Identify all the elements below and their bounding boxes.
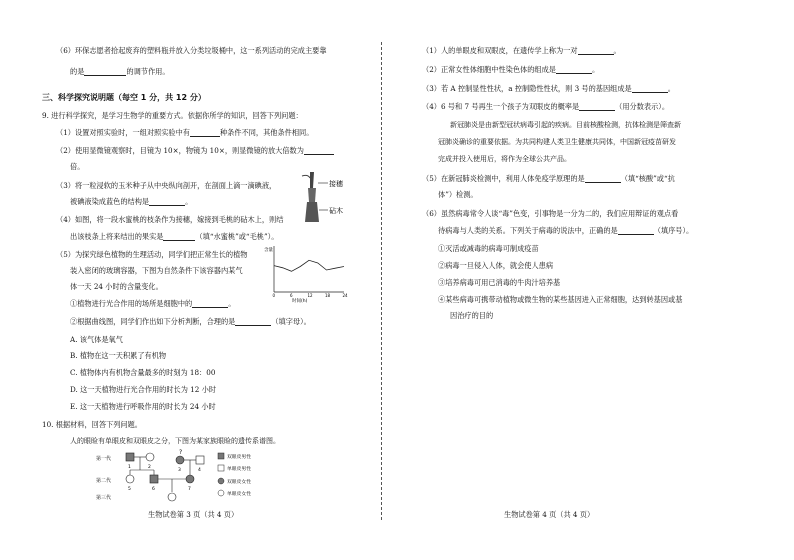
r3-blank[interactable] [632,84,668,93]
x-tick-label: 0 [272,293,276,298]
r5-b: 体”）检测。 [438,190,478,199]
q9-p5: （5）为探究绿色植物的生理活动，同学们把正常生长的植物 [56,250,248,259]
graft-illustration [296,168,356,224]
q9-p3-blank[interactable] [149,197,185,206]
option-c: C. 植物体内有机物含量最多的时刻为 18：00 [70,368,216,377]
q9-p4-blank[interactable] [163,232,195,241]
q6-blank[interactable] [84,67,126,76]
r4-blank[interactable] [579,102,615,111]
individual-2-number: 2 [148,465,151,470]
q9-p4: （4）如图，将一段水蜜桃的枝条作为接穗，嫁接到毛桃的砧木上，则结 [56,215,284,224]
r2: （2）正常女性体细胞中性染色体的组成是 。 [422,65,600,74]
q9-p4-b: 出该枝条上将来结出的果实是 （填“水蜜桃”或“毛桃”）。 [70,232,279,241]
page-divider [381,42,382,520]
generation-3-label: 第三代 [96,495,112,501]
q9-p3-b: 被碘液染成蓝色的结构是 。 [70,197,193,206]
individual-4-number: 4 [198,468,201,473]
r6: （6）虽然病毒常令人谈“毒”色变，引事物是一分为二的，我们应用辩证的观点看 [422,209,679,218]
unknown-mark: ? [179,449,183,456]
x-tick-label: 18 [325,293,331,298]
generation-2-label: 第二代 [96,478,112,484]
q10-intro: 人的眼睑有单眼皮和双眼皮之分，下图为某家族眼睑的遗传系谱图。 [70,437,280,445]
individual-1-number: 1 [128,465,131,470]
individual-2-female-single [146,453,154,461]
statement-2: ②病毒一旦侵入人体，就会使人患病 [438,261,554,270]
r1-blank[interactable] [578,46,614,55]
passage-line2: 冠肺炎确诊的重要依据。为共同构建人类卫生健康共同体，中国新冠疫苗研发 [438,138,676,146]
legend-male-single: 单眼皮男性 [227,467,251,472]
r4: （4）6 号和 7 号再生一个孩子为双眼皮的概率是 （用分数表示）。 [422,102,670,111]
r1: （1）人的单眼皮和双眼皮，在遗传学上称为一对 。 [422,46,621,55]
individual-4-male-single [196,456,204,464]
statement-1: ①灭活或减毒的病毒可制成疫苗 [438,244,539,253]
scion-branch [310,172,314,188]
x-tick-label: 6 [290,293,293,298]
individual-1-male-double [126,453,134,461]
generation-1-label: 第一代 [96,456,112,462]
x-axis-label: 时间(h) [292,299,308,304]
individual-8-female-single [168,493,176,501]
passage-line1: 新冠肺炎是由新型冠状病毒引起的疾病。目前核酸检测，抗体检测是筛查新 [450,121,681,129]
gas-series-line [274,260,344,271]
r6-b: 待病毒与人类的关系。下列关于病毒的说法中，正确的是 （填序号）。 [438,226,694,235]
x-tick-label: 24 [342,293,348,298]
q9-stem: 9. 进行科学探究，是学习生物学的重要方式。依据你所学的知识，回答下列问题： [42,111,303,120]
q6-line2: 的是 的调节作用。 [70,67,170,76]
individual-5-number: 5 [128,487,131,492]
legend-male-double-symbol [218,453,224,459]
rootstock [305,202,319,222]
option-d: D. 这一天植物进行光合作用的时长为 12 小时 [70,385,216,394]
gas-content-chart [262,242,348,304]
legend-female-double: 双眼皮女性 [227,480,251,485]
q9-p2: （2）使用显微镜观察时，目镜为 10×，物镜为 10×，则显微镜的放大倍数为 [56,146,334,155]
x-tick-label: 12 [307,293,313,298]
statement-3: ③培养病毒可用已消毒的牛肉汁培养基 [438,278,561,287]
legend-female-single-symbol [218,490,224,496]
q9-p5-i-blank[interactable] [192,299,228,308]
legend-male-single-symbol [218,465,224,471]
x-tick-group [273,293,349,298]
statement-4: ④某些病毒可携带动植物或微生物的某些基因进入正常细胞，达到转基因或基 [438,295,683,304]
q9-p5-c: 体一天 24 小时的含量变化。 [70,282,163,291]
q6-line1: （6）环保志愿者拾起废弃的塑料瓶并放入分类垃圾桶中，这一系列活动的完成主要靠 [56,46,327,55]
individual-5-female-single [126,475,134,483]
right-footer: 生物试卷第 4 页（共 4 页） [504,510,595,519]
individual-3-number: 3 [178,468,181,473]
pedigree-chart [96,448,266,508]
left-footer: 生物试卷第 3 页（共 4 页） [148,510,239,519]
q9-p3: （3）将一粒浸软的玉米种子从中央纵向剖开，在剖面上滴一滴碘液， [56,181,277,190]
left-page [0,0,378,560]
r2-blank[interactable] [556,65,592,74]
individual-6-number: 6 [152,487,155,492]
statement-4-b: 因治疗的目的 [450,311,494,320]
q9-p2-blank[interactable] [304,146,334,155]
individual-3-female-double [176,456,184,464]
option-b: B. 植物在这一天积累了有机物 [70,351,167,360]
passage-line3: 完成并投入使用后，将作为全球公共产品。 [438,155,571,163]
q9-p5-ii: ②根据曲线图，同学们作出如下分析判断，合理的是 （填字母）。 [70,317,311,326]
right-page [398,0,794,560]
individual-7-number: 7 [188,487,191,492]
legend-male-double: 双眼皮男性 [227,455,251,460]
r5: （5）在新冠肺炎检测中，利用人体免疫学原理的是 （填“核酸”或“抗 [422,174,675,183]
individual-6-male-double [150,475,158,483]
legend-female-single: 单眼皮女性 [227,492,251,497]
r3: （3）若 A 控制显性性状，a 控制隐性性状，则 3 号的基因组成是 。 [422,84,675,93]
y-axis-label: 含量 [264,248,273,253]
q9-p1: （1）设置对照实验时，一组对照实验中有 种条件不同，其他条件相同。 [56,128,314,137]
q9-p5-ii-blank[interactable] [235,317,271,326]
option-e: E. 这一天植物进行呼吸作用的时长为 24 小时 [70,402,216,411]
individual-7-female-double [186,475,194,483]
q9-p2-unit: 倍。 [70,162,85,171]
legend-female-double-symbol [218,478,224,484]
section-3-title: 三、科学探究说明题（每空 1 分，共 12 分） [42,93,206,102]
q9-p5-b: 装入密闭的玻璃容器，下图为自然条件下该容器内某气 [70,266,243,275]
r5-blank[interactable] [585,174,621,183]
rootstock-label: 砧木 [329,207,343,215]
graft-union [308,188,316,202]
q9-p1-blank[interactable] [190,128,220,137]
q10-stem: 10. 根据材料，回答下列问题。 [42,420,142,429]
r6-blank[interactable] [618,226,654,235]
scion-label: 接穗 [329,180,343,188]
option-a: A. 该气体是氧气 [70,335,123,344]
q9-p5-i: ①植物进行光合作用的场所是细胞中的 。 [70,299,236,308]
